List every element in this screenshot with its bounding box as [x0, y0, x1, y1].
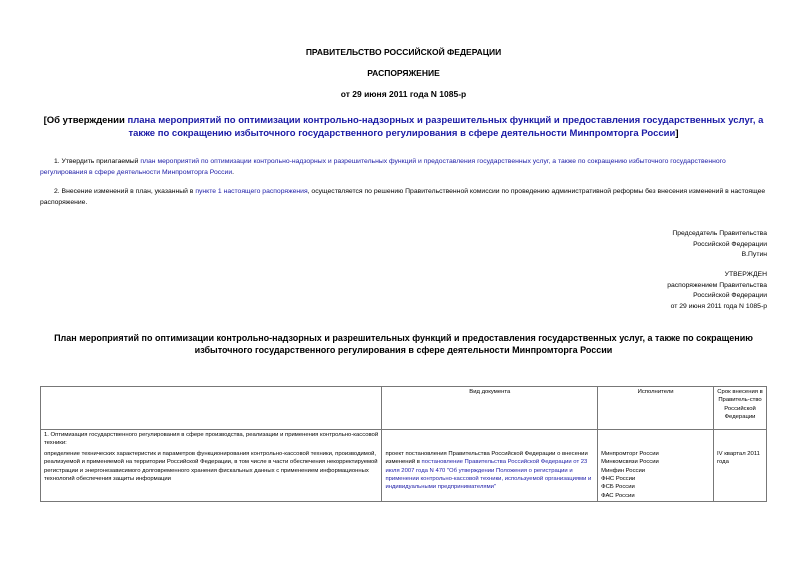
header-deadline: Срок внесения в Правитель-ство Российской Федерации — [714, 387, 767, 430]
approval-heading: УТВЕРЖДЕН — [724, 271, 767, 278]
title-bracket-close: ] — [675, 128, 679, 139]
paragraph-1-prefix: 1. Утвердить прилагаемый — [54, 158, 141, 165]
signature-country: Российской Федерации — [693, 240, 767, 248]
executor-item: Минкомсвязи России — [601, 459, 659, 466]
paragraph-1-plan-link[interactable]: план мероприятий по оптимизации контрольно-надзорных и разрешительных функций и предоставления государственных услуг, а также по сокращению избыточного государственного регулирования в сфере деятельности Минпромторга России — [40, 158, 726, 176]
approval-date: от 29 июня 2011 года N 1085-р — [670, 302, 767, 310]
row-1-document-prefix: проект постановления Правительства Российской Федерации о внесении изменений в — [385, 450, 588, 466]
executor-item: Минпромторг России — [601, 450, 659, 457]
row-1-decree-link[interactable]: постановление Правительства Российской Федерации от 23 июля 2007 года N 470 "Об утверждении Положения о регистрации и применении контрольно-кассовой техники, используемой организациями и индивидуальными предпринимателями" — [385, 459, 592, 491]
approval-order: распоряжением Правительства — [667, 281, 767, 289]
paragraph-2-prefix: 2. Внесение изменений в план, указанный в — [54, 188, 196, 195]
row-1-measure: определение технических характеристик и параметров функционирования контрольно-кассовой техники, производимой, реализуемой и применяемой на территории Российской Федерации, в том числе в части обеспечения некорректируемой регистрации и энергонезависимого долговременного хранения фискальных данных с применением информационных технологий обеспечения защиты информации — [41, 449, 382, 502]
approval-block — [667, 270, 767, 312]
paragraph-2-suffix: , осуществляется по решению Правительственной комиссии по проведению административной реформы без внесения изменений в настоящее распоряжение. — [40, 188, 766, 206]
plan-title: План мероприятий по оптимизации контрольно-надзорных и разрешительных функций и предоставления государственных услуг, а также по сокращению избыточного государственного регулирования в сфере деятельности Минпромторга России — [54, 333, 753, 355]
plan-table — [40, 386, 767, 502]
executor-item: ФАС России — [601, 492, 635, 499]
paragraph-2 — [40, 186, 767, 208]
row-1-deadline: IV квартал 2011 года — [714, 449, 767, 502]
section-1-empty-deadline — [714, 430, 767, 449]
signature-name: В.Путин — [741, 251, 767, 258]
document-type: РАСПОРЯЖЕНИЕ — [367, 68, 440, 78]
title-bracket-open: [Об утверждении — [43, 115, 128, 126]
document-date-number: от 29 июня 2011 года N 1085-р — [340, 89, 467, 99]
table-section-row — [41, 430, 767, 449]
row-1-executors — [598, 449, 714, 502]
plan-link[interactable]: плана мероприятий по оптимизации контрольно-надзорных и разрешительных функций и предоставления государственных услуг, а также по сокращению избыточного государственного регулирования в сфере деятельности Минпромторга России — [127, 115, 764, 139]
table-row — [41, 449, 767, 502]
executor-item: Минфин России — [601, 467, 646, 474]
row-1-document — [382, 449, 598, 502]
table-header-row — [41, 387, 767, 430]
section-1-title: 1. Оптимизация государственного регулирования в сфере производства, реализации и применения контрольно-кассовой техники: — [41, 430, 382, 449]
section-1-empty-doc — [382, 430, 598, 449]
approval-country: Российской Федерации — [693, 292, 767, 299]
paragraph-1 — [40, 156, 767, 178]
header-executors: Исполнители — [598, 387, 714, 430]
signature-position: Председатель Правительства — [672, 230, 767, 237]
header-measure — [41, 387, 382, 430]
header-document-type: Вид документа — [382, 387, 598, 430]
government-heading: ПРАВИТЕЛЬСТВО РОССИЙСКОЙ ФЕДЕРАЦИИ — [305, 47, 502, 57]
signature-block — [672, 229, 767, 261]
executor-item: ФНС России — [601, 476, 636, 483]
paragraph-1-suffix: . — [232, 169, 235, 176]
paragraph-2-clause-link[interactable]: пункте 1 настоящего распоряжения — [195, 188, 308, 195]
section-1-empty-exec — [598, 430, 714, 449]
executor-item: ФСБ России — [601, 484, 635, 491]
document-title — [40, 114, 767, 140]
